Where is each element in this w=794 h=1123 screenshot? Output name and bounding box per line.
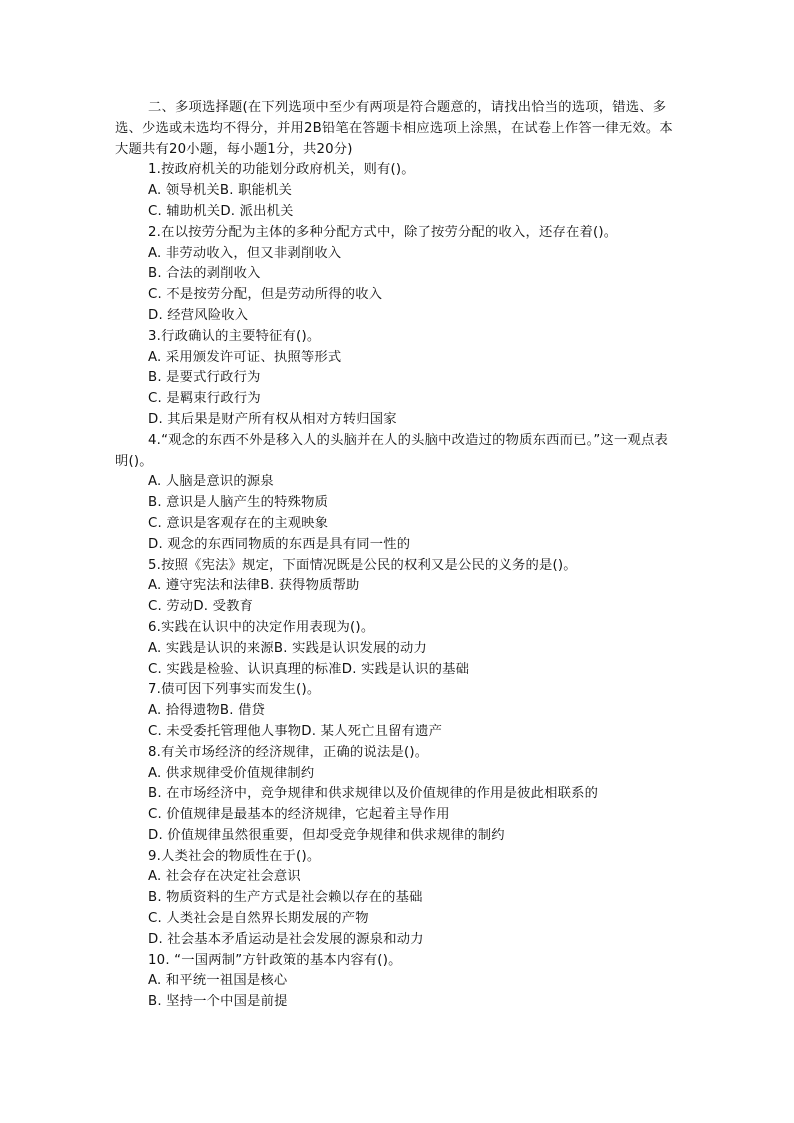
option-line: A. 社会存在决定社会意识 bbox=[148, 869, 301, 885]
option-line: C. 人类社会是自然界长期发展的产物 bbox=[148, 911, 369, 927]
option-line: C. 实践是检验、认识真理的标准D. 实践是认识的基础 bbox=[148, 661, 470, 677]
option-line: A. 非劳动收入，但又非剥削收入 bbox=[148, 245, 342, 261]
option-line: D. 社会基本矛盾运动是社会发展的源泉和动力 bbox=[148, 931, 424, 947]
section-intro: 二、多项选择题(在下列选项中至少有两项是符合题意的，请找出恰当的选项，错选、多选、少选或未选均不得分，并用2B铅笔在答题卡相应选项上涂黑，在试卷上作答一律无效。本大题共有20小题，每小题1分，共20分) bbox=[115, 100, 673, 157]
option-line: B. 合法的剥削收入 bbox=[148, 266, 261, 282]
option-line: D. 价值规律虽然很重要，但却受竞争规律和供求规律的制约 bbox=[148, 827, 505, 843]
option-line: C. 意识是客观存在的主观映象 bbox=[148, 515, 329, 531]
option-line: C. 价值规律是最基本的经济规律，它起着主导作用 bbox=[148, 807, 450, 823]
question-stem: 9.人类社会的物质性在于()。 bbox=[148, 848, 321, 864]
option-line: B. 是要式行政行为 bbox=[148, 370, 261, 386]
question-stem: 8.有关市场经济的经济规律，正确的说法是()。 bbox=[148, 744, 429, 760]
question-stem: 4.“观念的东西不外是移入人的头脑并在人的头脑中改造过的物质东西而已。”这一观点表明()。 bbox=[115, 432, 668, 469]
question-stem: 3.行政确认的主要特征有()。 bbox=[148, 328, 321, 344]
question-stem: 7.债可因下列事实而发生()。 bbox=[148, 682, 321, 698]
option-line: D. 经营风险收入 bbox=[148, 307, 249, 323]
question-stem: 10. “一国两制”方针政策的基本内容有()。 bbox=[148, 952, 402, 968]
option-line: B. 意识是人脑产生的特殊物质 bbox=[148, 495, 329, 511]
option-line: D. 其后果是财产所有权从相对方转归国家 bbox=[148, 411, 397, 427]
option-line: A. 人脑是意识的源泉 bbox=[148, 474, 274, 490]
option-line: C. 未受委托管理他人事物D. 某人死亡且留有遗产 bbox=[148, 723, 443, 739]
option-line: B. 坚持一个中国是前提 bbox=[148, 994, 288, 1010]
option-line: A. 领导机关B. 职能机关 bbox=[148, 183, 293, 199]
option-line: C. 是羁束行政行为 bbox=[148, 391, 261, 407]
question-stem: 5.按照《宪法》规定，下面情况既是公民的权利又是公民的义务的是()。 bbox=[148, 557, 577, 573]
option-line: B. 物质资料的生产方式是社会赖以存在的基础 bbox=[148, 890, 423, 906]
option-line: D. 观念的东西同物质的东西是具有同一性的 bbox=[148, 536, 411, 552]
option-line: A. 拾得遗物B. 借贷 bbox=[148, 703, 266, 719]
option-line: A. 和平统一祖国是核心 bbox=[148, 973, 288, 989]
exam-content bbox=[115, 98, 675, 1013]
question-stem: 1.按政府机关的功能划分政府机关，则有()。 bbox=[148, 162, 415, 178]
question-stem: 2.在以按劳分配为主体的多种分配方式中，除了按劳分配的收入，还存在着()。 bbox=[148, 224, 618, 240]
option-line: C. 不是按劳分配，但是劳动所得的收入 bbox=[148, 287, 383, 303]
option-line: A. 遵守宪法和法律B. 获得物质帮助 bbox=[148, 578, 360, 594]
option-line: B. 在市场经济中，竞争规律和供求规律以及价值规律的作用是彼此相联系的 bbox=[148, 786, 599, 802]
question-stem: 6.实践在认识中的决定作用表现为()。 bbox=[148, 619, 375, 635]
option-line: C. 劳动D. 受教育 bbox=[148, 599, 254, 615]
option-line: A. 实践是认识的来源B. 实践是认识发展的动力 bbox=[148, 640, 428, 656]
option-line: C. 辅助机关D. 派出机关 bbox=[148, 203, 294, 219]
option-line: A. 采用颁发许可证、执照等形式 bbox=[148, 349, 342, 365]
option-line: A. 供求规律受价值规律制约 bbox=[148, 765, 315, 781]
